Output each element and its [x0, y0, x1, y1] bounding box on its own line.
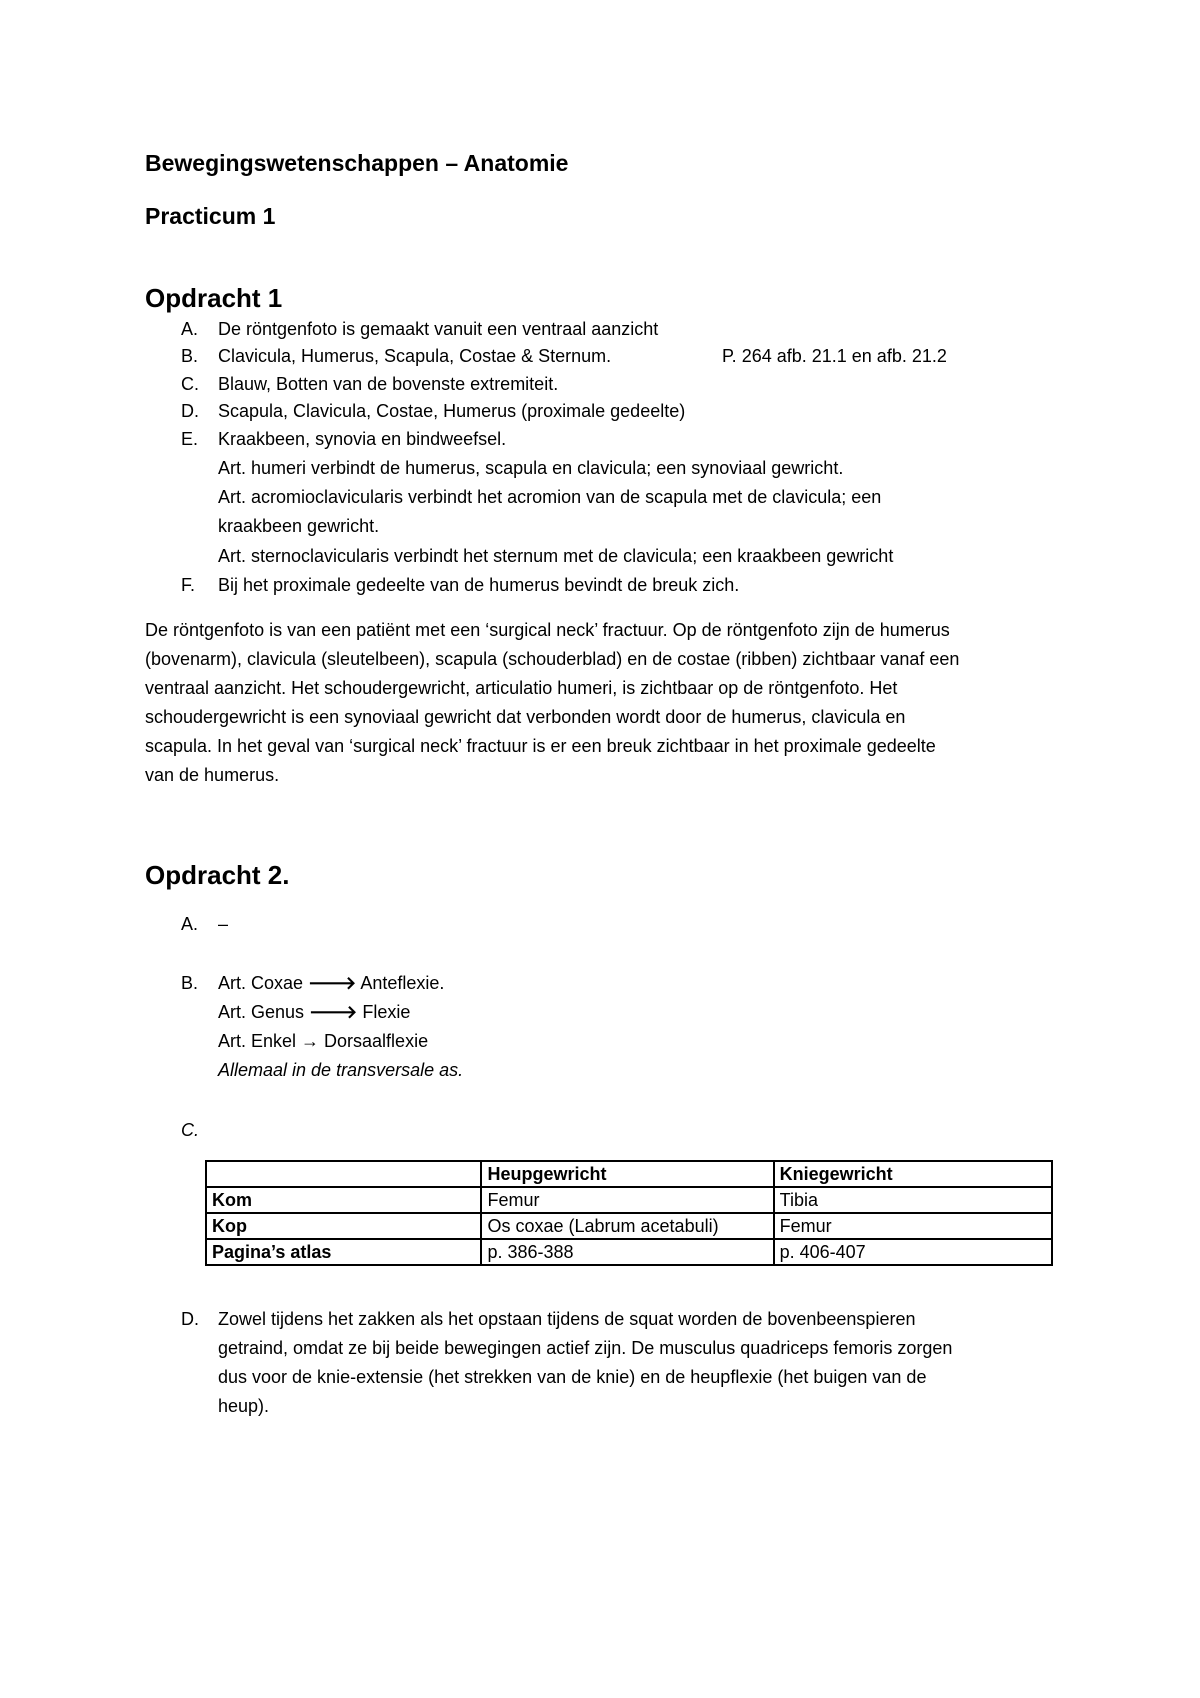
- table-cell: Femur: [774, 1213, 1052, 1239]
- list-item: Clavicula, Humerus, Scapula, Costae & Sternum.: [218, 346, 612, 366]
- document-title: Bewegingswetenschappen – Anatomie: [145, 150, 569, 176]
- joint-table: [205, 1160, 1053, 1266]
- document-subtitle: Practicum 1: [145, 203, 276, 229]
- paragraph-line: scapula. In het geval van ‘surgical neck’ fractuur is er een breuk zichtbaar in het proximale gedeelte: [145, 736, 936, 756]
- opdracht1-heading: Opdracht 1: [145, 283, 283, 313]
- list-marker: C.: [181, 1120, 199, 1140]
- list-item-continuation: Art. humeri verbindt de humerus, scapula en clavicula; een synoviaal gewricht.: [218, 458, 844, 478]
- list-marker: C.: [181, 374, 199, 394]
- list-marker: D.: [181, 401, 199, 421]
- list-item-continuation: Art. acromioclavicularis verbindt het acromion van de scapula met de clavicula; een: [218, 487, 882, 507]
- table-row: [206, 1187, 1052, 1213]
- list-marker: E.: [181, 429, 199, 449]
- list-item: Scapula, Clavicula, Costae, Humerus (proximale gedeelte): [218, 401, 686, 421]
- table-row-label: Kop: [206, 1213, 481, 1239]
- paragraph-line: Zowel tijdens het zakken als het opstaan tijdens de squat worden de bovenbeenspieren: [218, 1309, 916, 1329]
- arrow-right-icon: →: [301, 1031, 320, 1051]
- list-item: Bij het proximale gedeelte van de humerus bevindt de breuk zich.: [218, 575, 740, 595]
- page-reference: P. 264 afb. 21.1 en afb. 21.2: [722, 346, 947, 366]
- paragraph-line: heup).: [218, 1396, 270, 1416]
- table-row: [206, 1213, 1052, 1239]
- list-item: –: [218, 914, 229, 934]
- joint-movement-line: Art. Coxae 🡒 Anteflexie.: [218, 973, 445, 993]
- list-item: Blauw, Botten van de bovenste extremiteit.: [218, 374, 559, 394]
- list-item: De röntgenfoto is gemaakt vanuit een ventraal aanzicht: [218, 319, 659, 339]
- table-header-cell: Kniegewricht: [774, 1161, 1052, 1187]
- paragraph-line: De röntgenfoto is van een patiënt met een ‘surgical neck’ fractuur. Op de röntgenfoto zijn de humerus: [145, 620, 950, 640]
- joint-movement-line: Art. Genus 🡒 Flexie: [218, 1002, 411, 1022]
- table-row-label: Pagina’s atlas: [206, 1239, 481, 1265]
- table-cell: p. 406-407: [774, 1239, 1052, 1265]
- paragraph-line: van de humerus.: [145, 765, 280, 785]
- axis-note: Allemaal in de transversale as.: [218, 1060, 464, 1080]
- list-marker: A.: [181, 319, 199, 339]
- table-header-row: [206, 1161, 1052, 1187]
- table-row-label: Kom: [206, 1187, 481, 1213]
- list-item-continuation: Art. sternoclavicularis verbindt het sternum met de clavicula; een kraakbeen gewricht: [218, 546, 894, 566]
- table-row: [206, 1239, 1052, 1265]
- list-marker: F.: [181, 575, 196, 595]
- arrow-right-icon: 🡒: [308, 973, 357, 993]
- list-marker: D.: [181, 1309, 199, 1329]
- opdracht2-heading: Opdracht 2.: [145, 860, 290, 890]
- list-marker: A.: [181, 914, 199, 934]
- list-marker: B.: [181, 346, 199, 366]
- list-item: Kraakbeen, synovia en bindweefsel.: [218, 429, 507, 449]
- table-cell: Femur: [481, 1187, 773, 1213]
- paragraph-line: ventraal aanzicht. Het schoudergewricht, articulatio humeri, is zichtbaar op de röntgenfoto. Het: [145, 678, 898, 698]
- paragraph-line: schoudergewricht is een synoviaal gewricht dat verbonden wordt door de humerus, clavicula en: [145, 707, 906, 727]
- list-marker: B.: [181, 973, 199, 993]
- table-cell: Tibia: [774, 1187, 1052, 1213]
- table-cell: Os coxae (Labrum acetabuli): [481, 1213, 773, 1239]
- paragraph-line: (bovenarm), clavicula (sleutelbeen), scapula (schouderblad) en de costae (ribben) zichtbaar vanaf een: [145, 649, 960, 669]
- list-item-continuation: kraakbeen gewricht.: [218, 516, 380, 536]
- table-header-cell: Heupgewricht: [481, 1161, 773, 1187]
- paragraph-line: getraind, omdat ze bij beide bewegingen actief zijn. De musculus quadriceps femoris zorgen: [218, 1338, 953, 1358]
- table-cell: p. 386-388: [481, 1239, 773, 1265]
- arrow-right-icon: 🡒: [309, 1002, 358, 1022]
- joint-movement-line: Art. Enkel → Dorsaalflexie: [218, 1031, 429, 1051]
- table-header-cell: [206, 1161, 481, 1187]
- paragraph-line: dus voor de knie-extensie (het strekken van de knie) en de heupflexie (het buigen van de: [218, 1367, 927, 1387]
